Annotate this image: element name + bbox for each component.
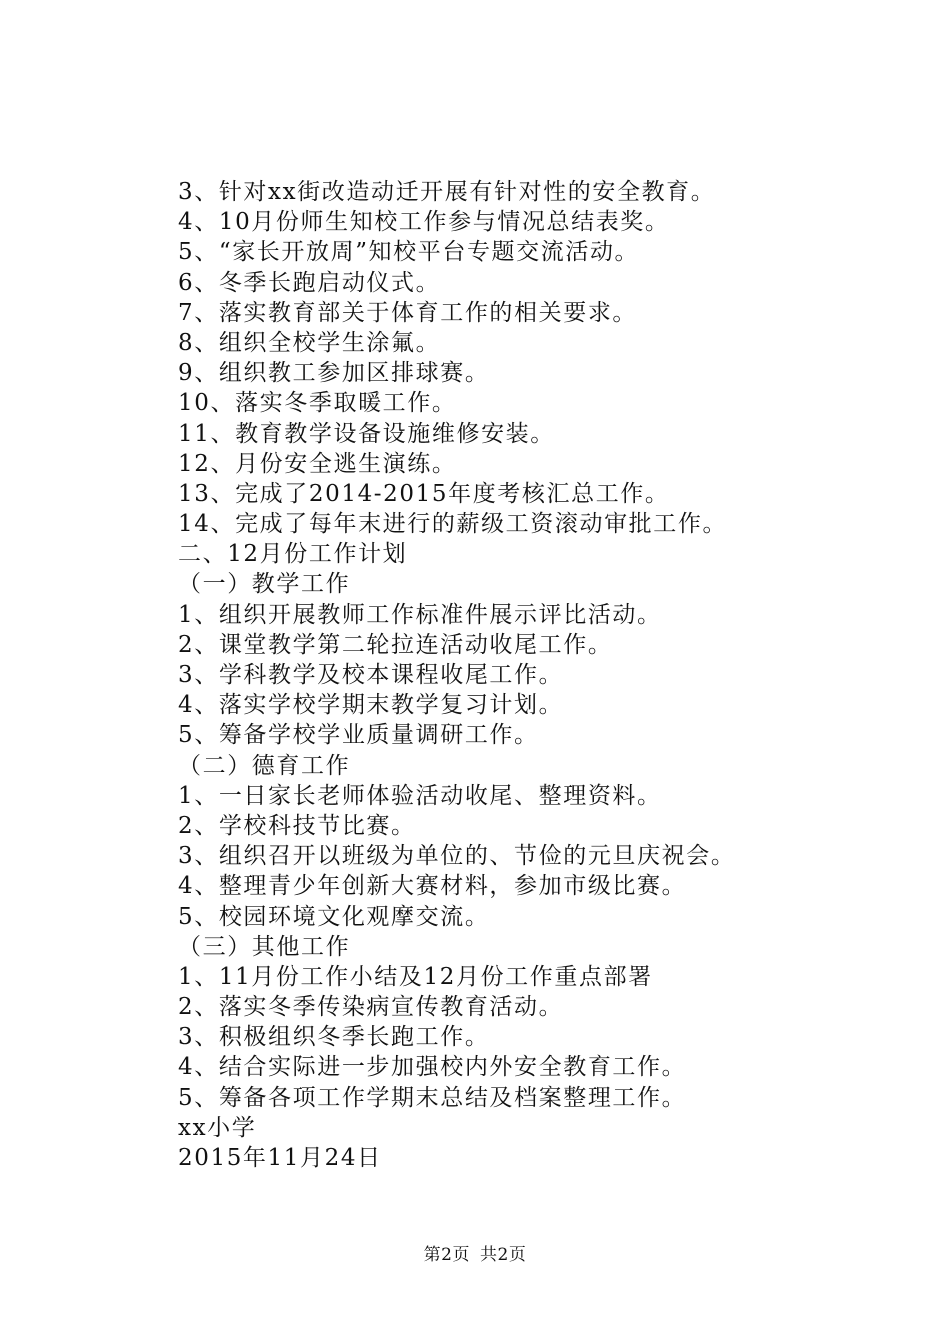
list-item-pe-requirements: 7、落实教育部关于体育工作的相关要求。	[178, 299, 638, 326]
list-item-teacher-showcase: 1、组织开展教师工作标准件展示评比活动。	[178, 601, 662, 628]
list-item-safety-strengthening: 4、结合实际进一步加强校内外安全教育工作。	[178, 1054, 687, 1081]
list-item-disease-prevention: 2、落实冬季传染病宣传教育活动。	[178, 994, 564, 1021]
list-item-review-plan: 4、落实学校学期末教学复习计划。	[178, 692, 564, 719]
list-item-safety-education: 3、针对xx街改造动迁开展有针对性的安全教育。	[178, 179, 716, 205]
list-item-new-year-party: 3、组织召开以班级为单位的、节俭的元旦庆祝会。	[178, 843, 736, 870]
list-item-quality-research: 5、筹备学校学业质量调研工作。	[178, 722, 539, 749]
list-item-winter-run-ceremony: 6、冬季长跑启动仪式。	[178, 269, 441, 296]
list-item-monthly-summary: 1、11月份工作小结及12月份工作重点部署	[178, 963, 653, 990]
list-item-heating: 10、落实冬季取暖工作。	[178, 390, 457, 417]
subsection-heading-moral-education: （二）德育工作	[178, 752, 351, 779]
list-item-science-festival: 2、学校科技节比赛。	[178, 812, 416, 839]
list-item-assessment-summary: 13、完成了2014-2015年度考核汇总工作。	[178, 480, 670, 507]
list-item-escape-drill: 12、月份安全逃生演练。	[178, 450, 457, 477]
signature-school: xx小学	[178, 1114, 257, 1141]
list-item-curriculum-wrapup: 3、学科教学及校本课程收尾工作。	[178, 662, 564, 688]
list-item-classroom-round: 2、课堂教学第二轮拉连活动收尾工作。	[178, 631, 613, 658]
document-body	[178, 177, 918, 1173]
list-item-innovation-contest: 4、整理青少年创新大赛材料，参加市级比赛。	[178, 873, 687, 900]
subsection-heading-teaching: （一）教学工作	[178, 571, 351, 598]
list-item-term-summary: 5、筹备各项工作学期末总结及档案整理工作。	[178, 1084, 687, 1111]
list-item-winter-running: 3、积极组织冬季长跑工作。	[178, 1024, 490, 1051]
page-footer	[0, 1243, 950, 1267]
list-item-parent-open-week: 5、“家长开放周”知校平台专题交流活动。	[178, 239, 640, 266]
list-item-fluoride: 8、组织全校学生涂氟。	[178, 329, 441, 356]
subsection-heading-other-work: （三）其他工作	[178, 933, 351, 960]
page-number: 第2页	[423, 1245, 470, 1265]
list-item-volleyball: 9、组织教工参加区排球赛。	[178, 360, 490, 387]
list-item-salary-review: 14、完成了每年末进行的薪级工资滚动审批工作。	[178, 511, 728, 538]
section-heading-december-plan: 二、12月份工作计划	[178, 541, 408, 568]
list-item-parent-teacher-day: 1、一日家长老师体验活动收尾、整理资料。	[178, 782, 662, 809]
page-total: 共2页	[480, 1245, 527, 1265]
signature-date: 2015年11月24日	[178, 1145, 382, 1171]
list-item-equipment-repair: 11、教育教学设备设施维修安装。	[178, 420, 555, 447]
list-item-campus-culture: 5、校园环境文化观摩交流。	[178, 903, 490, 930]
list-item-october-summary: 4、10月份师生知校工作参与情况总结表奖。	[178, 209, 670, 236]
